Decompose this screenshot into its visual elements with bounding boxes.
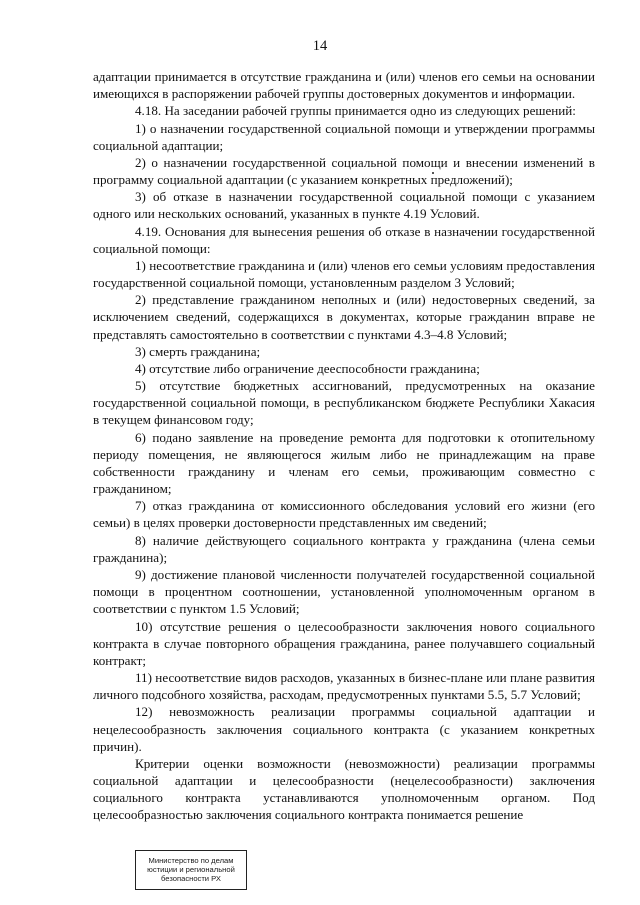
paragraph-4-18-item-3: 3) об отказе в назначении государственной социальной помощи с указанием одного или нескольких оснований, указанных в пункте 4.19 Условий. (93, 189, 595, 222)
page-number: 14 (312, 38, 328, 54)
paragraph-4-18: 4.18. На заседании рабочей группы принимается одно из следующих решений: (135, 103, 576, 119)
paragraph-4-18-item-1: 1) о назначении государственной социальной помощи и утверждении программы социальной адаптации; (93, 120, 595, 153)
paragraph-4-19-item-3: 3) смерть гражданина; (135, 343, 261, 359)
paragraph-4-19-item-1: 1) несоответствие гражданина и (или) членов его семьи условиям предоставления государственной социальной помощи, установленным разделом 3 Условий; (93, 257, 595, 291)
paragraph-4-19: 4.19. Основания для вынесения решения об отказе в назначении государственной социальной помощи: (93, 223, 595, 256)
paragraph-4-19-item-6: 6) подано заявление на проведение ремонта для подготовки к отопительному периоду помещения, не являющегося жилым либо не принадлежащим на праве собственности гражданину и членам его семьи, проживающим совместно с гражданином; (93, 429, 595, 497)
document-body (93, 68, 595, 824)
stamp-line-2: юстиции и региональной (147, 865, 235, 875)
paragraph-4-19-item-7: 7) отказ гражданина от комиссионного обследования условий его жизни (его семьи) в целях проверки достоверности представленных им сведений; (93, 498, 595, 531)
paragraph-4-19-item-4: 4) отсутствие либо ограничение дееспособности гражданина; (135, 360, 480, 376)
registration-stamp (135, 850, 247, 890)
paragraph-4-19-item-8: 8) наличие действующего социального контракта у гражданина (члена семьи гражданина); (93, 532, 595, 565)
stamp-line-1: Министерство по делам (148, 856, 234, 865)
paragraph-4-18-item-2: 2) о назначении государственной социальной помощи и внесении изменений в программу социальной адаптации (с указанием конкретных предложений); (93, 154, 595, 188)
paragraph-4-19-item-10: 10) отсутствие решения о целесообразности заключения нового социального контракта в случае повторного обращения гражданина, ранее получавшего социальный контракт; (93, 618, 595, 668)
paragraph-4-19-item-12: 12) невозможность реализации программы социальной адаптации и нецелесообразность заключения социального контракта (с указанием конкретных причин). (93, 704, 595, 754)
paragraph-4-19-item-5: 5) отсутствие бюджетных ассигнований, предусмотренных на оказание государственной социальной помощи, в республиканском бюджете Республики Хакасия в текущем финансовом году; (93, 378, 595, 428)
paragraph-intro-continuation: адаптации принимается в отсутствие гражданина и (или) членов его семьи на основании имеющихся в распоряжении рабочей группы достоверных документов и информации. (93, 69, 595, 102)
paragraph-4-19-item-9: 9) достижение плановой численности получателей государственной социальной помощи в процентном соотношении, установленной уполномоченным органом в соответствии с пунктом 1.5 Условий; (93, 566, 595, 617)
paragraph-4-19-item-2: 2) представление гражданином неполных и (или) недостоверных сведений, за исключением сведений, содержащихся в документах, которые гражданин вправе не представлять самостоятельно в соответствии с пунктами 4.3–4.8 Условий; (93, 292, 595, 342)
stamp-line-3: безопасности РХ (161, 874, 221, 884)
paragraph-criteria: Критерии оценки возможности (невозможности) реализации программы социальной адаптации и целесообразности (нецелесообразности) заключения социального контракта устанавливаются уполномоченным органом. Под целесообразностью заключения социального контракта понимается решение (93, 755, 595, 823)
paragraph-4-19-item-11: 11) несоответствие видов расходов, указанных в бизнес-плане или плане развития личного подсобного хозяйства, расходам, предусмотренных пунктами 5.5, 5.7 Условий; (93, 670, 595, 703)
